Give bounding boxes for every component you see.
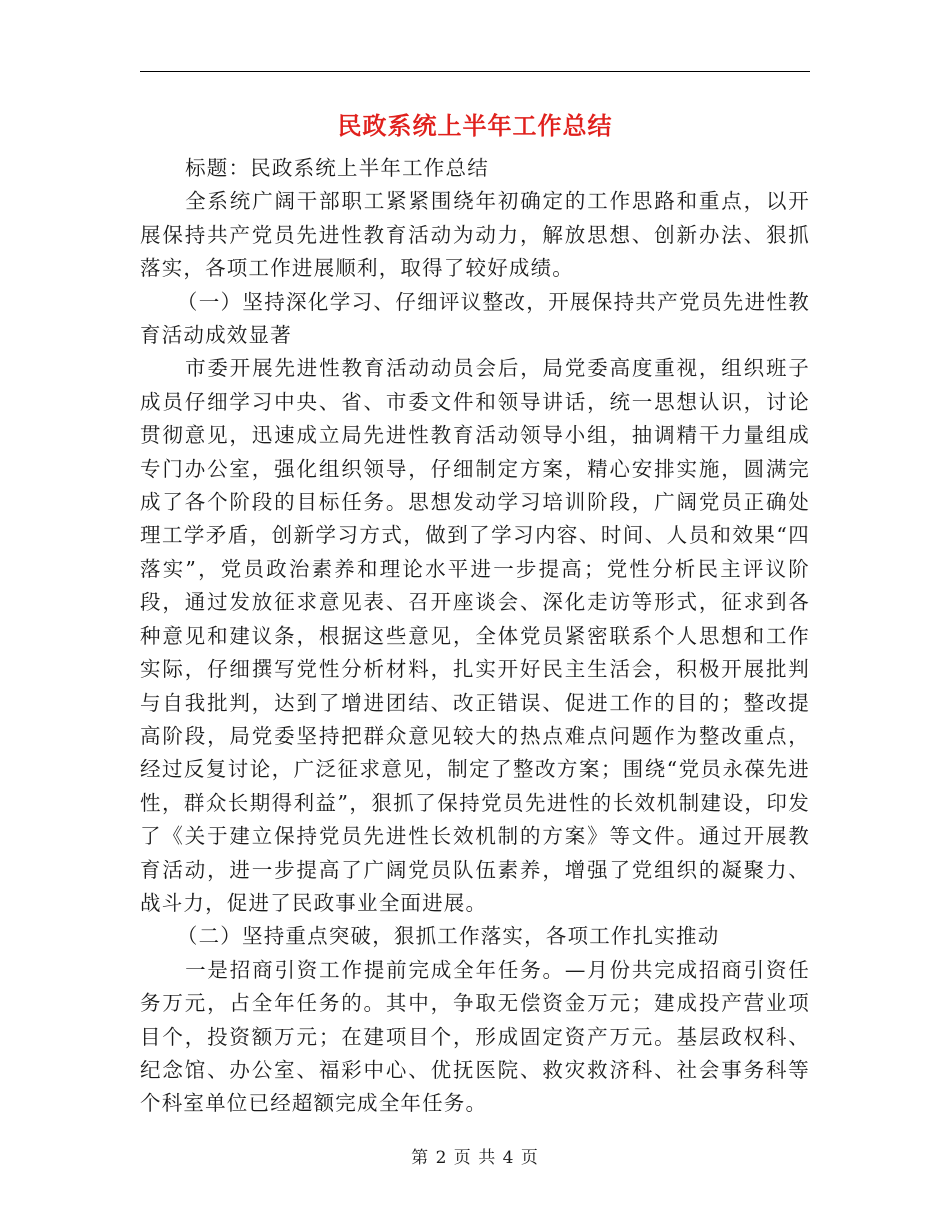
paragraph-section-2: 一是招商引资工作提前完成全年任务。—月份共完成招商引资任务万元，占全年任务的。其中，争取无偿资金万元；建成投产营业项目个，投资额万元；在建项目个，形成固定资产万元。基层政权科、纪念馆、办公室、福彩中心、优抚医院、救灾救济科、社会事务科等个科室单位已经超额完成全年任务。 [140, 957, 810, 1116]
paragraph-section-1: 市委开展先进性教育活动动员会后，局党委高度重视，组织班子成员仔细学习中央、省、市委文件和领导讲话，统一思想认识，讨论贯彻意见，迅速成立局先进性教育活动领导小组，抽调精干力量组成专门办公室，强化组织领导，仔细制定方案，精心安排实施，圆满完成了各个阶段的目标任务。思想发动学习培训阶段，广阔党员正确处理工学矛盾，创新学习方式，做到了学习内容、时间、人员和效果“四落实”，党员政治素养和理论水平进一步提高；党性分析民主评议阶段，通过发放征求意见表、召开座谈会、深化走访等形式，征求到各种意见和建议条，根据这些意见，全体党员紧密联系个人思想和工作实际，仔细撰写党性分析材料，扎实开好民主生活会，积极开展批判与自我批判，达到了增进团结、改正错误、促进工作的目的；整改提高阶段，局党委坚持把群众意见较大的热点难点问题作为整改重点，经过反复讨论，广泛征求意见，制定了整改方案；围绕“党员永葆先进性，群众长期得利益”，狠抓了保持党员先进性的长效机制建设，印发了《关于建立保持党员先进性长效机制的方案》等文件。通过开展教育活动，进一步提高了广阔党员队伍素养，增强了党组织的凝聚力、战斗力，促进了民政事业全面进展。 [140, 356, 810, 915]
section-heading-1: （一）坚持深化学习、仔细评议整改，开展保持共产党员先进性教育活动成效显著 [140, 289, 810, 348]
document-title: 民政系统上半年工作总结 [337, 111, 613, 140]
document-body [140, 152, 810, 1121]
paragraph-intro: 全系统广阔干部职工紧紧围绕年初确定的工作思路和重点，以开展保持共产党员先进性教育活动为动力，解放思想、创新办法、狠抓落实，各项工作进展顺利，取得了较好成绩。 [140, 189, 810, 281]
section-heading-2: （二）坚持重点突破，狠抓工作落实，各项工作扎实推动 [176, 924, 720, 949]
header-rule [140, 71, 810, 72]
paragraph-heading-line: 标题：民政系统上半年工作总结 [185, 156, 489, 180]
page-number: 第 2 页 共 4 页 [411, 1148, 539, 1168]
